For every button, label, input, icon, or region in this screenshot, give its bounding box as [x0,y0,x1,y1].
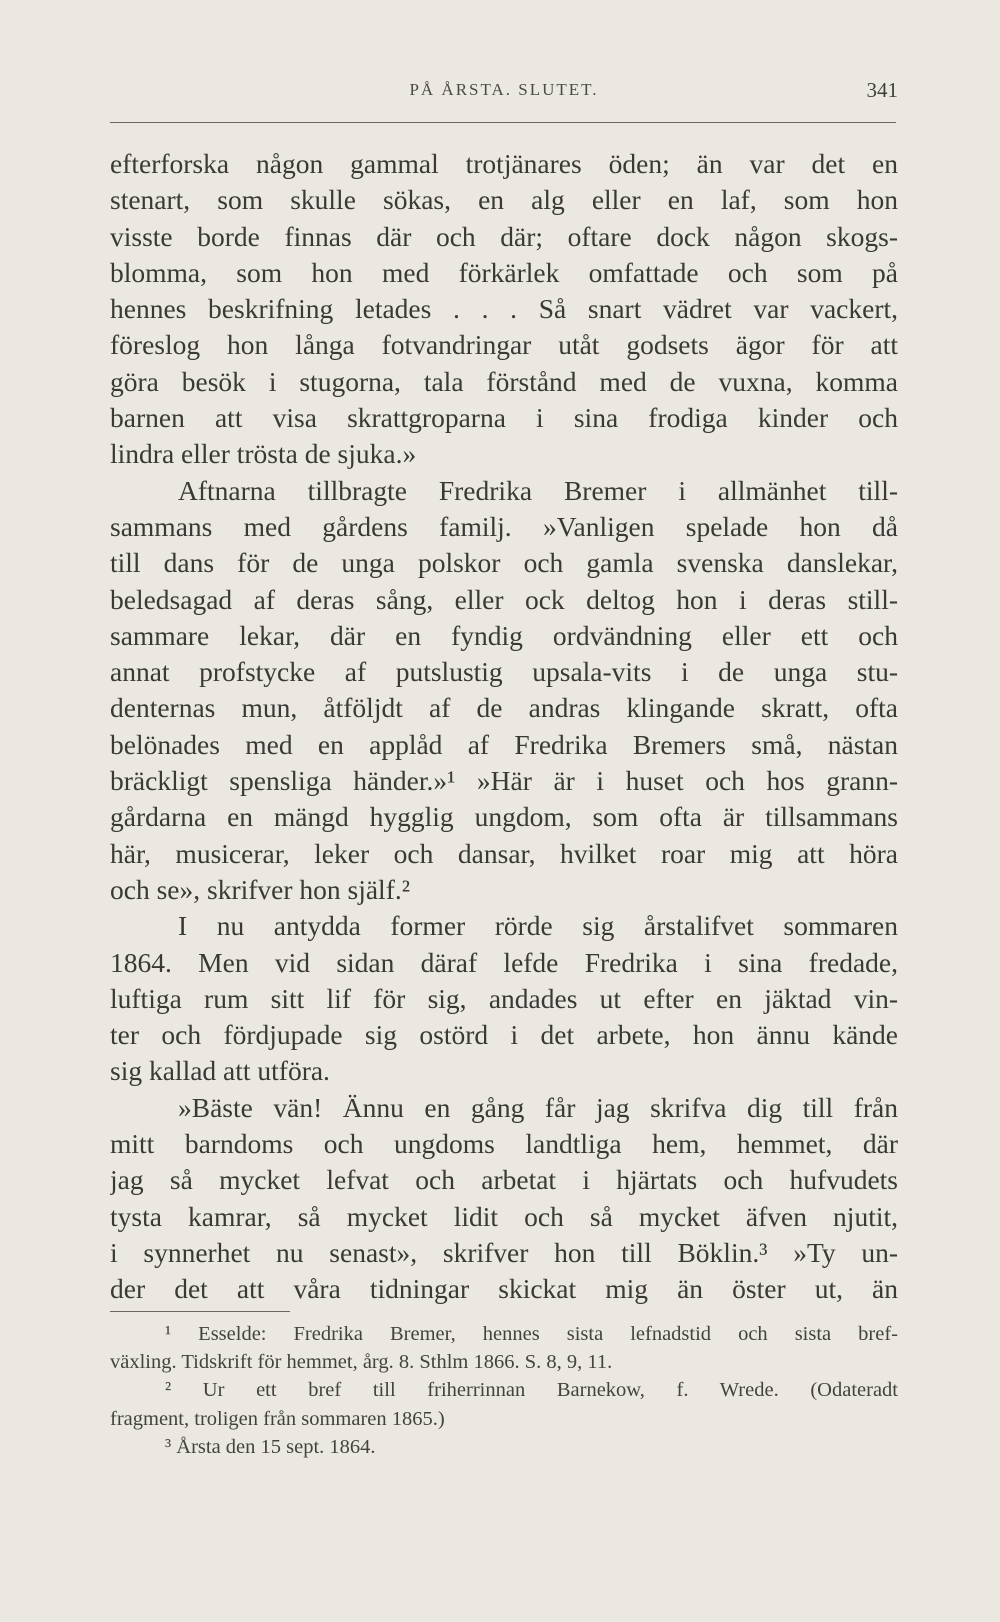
text-line: jag så mycket lefvat och arbetat i hjärtats och hufvudets [110,1164,898,1196]
text-line: mitt barndoms och ungdoms landtliga hem, hemmet, där [110,1128,898,1160]
footnote-line: ¹ Esselde: Fredrika Bremer, hennes sista lefnadstid och sista bref- [165,1323,898,1345]
text-line: 1864. Men vid sidan däraf lefde Fredrika i sina fredade, [110,946,898,978]
text-line: ter och fördjupade sig ostörd i det arbete, hon ännu kände [110,1019,898,1051]
text-line: blomma, som hon med förkärlek omfattade och som på [110,256,898,288]
text-line: här, musicerar, leker och dansar, hvilket roar mig att höra [110,837,898,869]
text-line: hennes beskrifning letades . . . Så snart vädret var vackert, [110,293,898,325]
running-head: PÅ ÅRSTA. SLUTET. [409,80,599,99]
text-line: beledsagad af deras sång, eller ock deltog hon i deras still- [110,583,898,615]
text-line: i synnerhet nu senast», skrifver hon till Böklin.³ »Ty un- [110,1236,898,1268]
page-number: 341 [866,78,898,102]
footnote-line: växling. Tidskrift för hemmet, årg. 8. Sthlm 1866. S. 8, 9, 11. [110,1351,613,1374]
text-line: till dans för de unga polskor och gamla svenska danslekar, [110,547,898,579]
text-line: gårdarna en mängd hygglig ungdom, som ofta är tillsammans [110,801,898,833]
text-line: annat profstycke af putslustig upsala-vits i de unga stu- [110,656,898,688]
text-line: barnen att visa skrattgroparna i sina frodiga kinder och [110,402,898,434]
text-line: göra besök i stugorna, tala förstånd med de vuxna, komma [110,365,898,397]
text-line: luftiga rum sitt lif för sig, andades ut efter en jäktad vin- [110,982,898,1014]
text-line: lindra eller trösta de sjuka.» [110,438,417,470]
text-line: visste borde finnas där och där; oftare dock någon skogs- [110,220,898,252]
text-line: belönades med en applåd af Fredrika Bremers små, nästan [110,728,898,760]
text-line: sammare lekar, där en fyndig ordvändning eller ett och [110,619,898,651]
footnote-line: ³ Årsta den 15 sept. 1864. [165,1435,376,1458]
page-header [110,74,898,114]
text-line: stenart, som skulle sökas, en alg eller en laf, som hon [110,184,898,216]
footnote-rule [110,1311,290,1312]
footnotes [110,1320,898,1461]
footnote-line: fragment, troligen från sommaren 1865.) [110,1407,445,1430]
text-line: der det att våra tidningar skickat mig än öster ut, än [110,1273,898,1305]
header-rule [110,122,896,123]
text-line: »Bäste vän! Ännu en gång får jag skrifva dig till från [178,1091,898,1123]
text-line: I nu antydda former rörde sig årstalifvet sommaren [178,910,898,942]
text-line: Aftnarna tillbragte Fredrika Bremer i allmänhet till- [178,474,898,506]
text-line: föreslog hon långa fotvandringar utåt godsets ägor för att [110,329,898,361]
text-line: denternas mun, åtföljdt af de andras klingande skratt, ofta [110,692,898,724]
body-text [110,146,898,1308]
text-line: och se», skrifver hon själf.² [110,873,410,905]
footnote-line: ² Ur ett bref till friherrinnan Barnekow, f. Wrede. (Odateradt [165,1379,898,1402]
text-line: sig kallad att utföra. [110,1055,330,1087]
text-line: sammans med gårdens familj. »Vanligen spelade hon då [110,510,898,542]
text-line: efterforska någon gammal trotjänares öden; än var det en [110,148,898,179]
text-line: bräckligt spensliga händer.»¹ »Här är i huset och hos grann- [110,765,898,797]
text-line: tysta kamrar, så mycket lidit och så mycket äfven njutit, [110,1200,898,1232]
